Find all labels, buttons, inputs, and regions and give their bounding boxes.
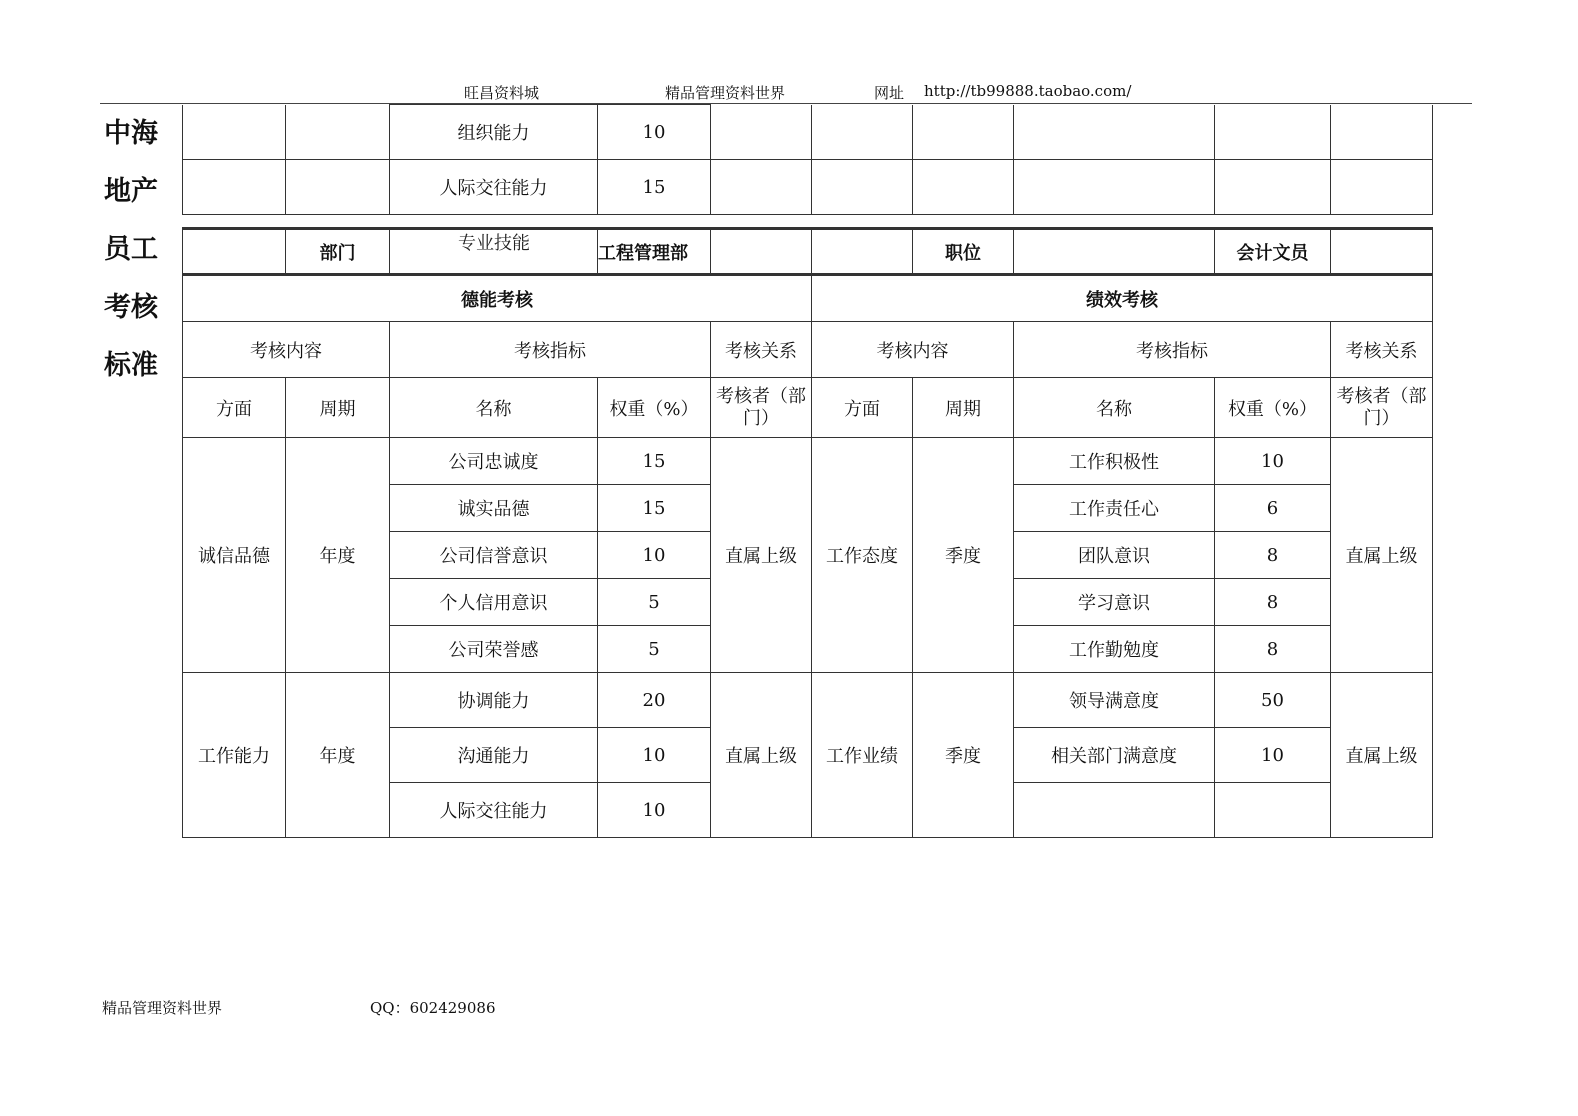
fragment-item-name: 人际交往能力 (390, 160, 598, 215)
col-name: 名称 (1014, 378, 1215, 438)
fragment-empty-cell (1215, 160, 1331, 215)
section-moral: 德能考核 (183, 275, 812, 322)
perf-item-weight: 50 (1215, 673, 1331, 728)
moral-item-name: 个人信用意识 (390, 579, 598, 626)
perf-item-name: 团队意识 (1014, 532, 1215, 579)
fragment-empty-cell (913, 105, 1014, 160)
moral-item-weight: 20 (598, 673, 711, 728)
fragment-empty-cell (286, 105, 390, 160)
position-value: 会计文员 (1215, 229, 1331, 275)
footer-left: 精品管理资料世界 (102, 999, 223, 1017)
col-relation: 考核关系 (1331, 322, 1433, 378)
perf-item-weight: 10 (1215, 438, 1331, 485)
col-indicator: 考核指标 (390, 322, 711, 378)
moral-item-name: 人际交往能力 (390, 783, 598, 838)
perf-item-weight: 8 (1215, 579, 1331, 626)
fragment-empty-cell (1014, 160, 1215, 215)
side-title-line: 地产 (104, 176, 158, 207)
fragment-empty-cell (286, 160, 390, 215)
col-indicator: 考核指标 (1014, 322, 1331, 378)
dept-value: 工程管理部 (598, 229, 711, 275)
dept-label: 部门 (286, 229, 390, 275)
moral-aspect: 工作能力 (183, 673, 286, 838)
fragment-empty-cell (711, 160, 812, 215)
perf-item-name (1014, 783, 1215, 838)
evaluation-table (182, 227, 1433, 838)
fragment-empty-cell (183, 105, 286, 160)
col-period: 周期 (913, 378, 1014, 438)
info-empty-cell (1014, 229, 1215, 275)
moral-period: 年度 (286, 673, 390, 838)
moral-item-weight: 15 (598, 438, 711, 485)
perf-item-weight: 10 (1215, 728, 1331, 783)
side-title-line: 中海 (104, 118, 158, 149)
perf-aspect: 工作业绩 (812, 673, 913, 838)
fragment-overlap-text: 专业技能 (458, 233, 530, 254)
fragment-item-weight: 15 (598, 160, 711, 215)
moral-item-weight: 15 (598, 485, 711, 532)
fragment-item-name: 组织能力 (390, 105, 598, 160)
col-relation: 考核关系 (711, 322, 812, 378)
moral-item-name: 诚实品德 (390, 485, 598, 532)
col-name: 名称 (390, 378, 598, 438)
fragment-empty-cell (812, 160, 913, 215)
moral-item-weight: 10 (598, 728, 711, 783)
fragment-empty-cell (1014, 105, 1215, 160)
fragment-empty-cell (1331, 160, 1433, 215)
side-title-line: 考核 (104, 292, 158, 323)
fragment-empty-cell (1215, 105, 1331, 160)
moral-item-name: 沟通能力 (390, 728, 598, 783)
col-weight: 权重（%） (1215, 378, 1331, 438)
col-content: 考核内容 (812, 322, 1014, 378)
top-fragment-table (182, 104, 1433, 215)
moral-item-weight: 10 (598, 532, 711, 579)
fragment-empty-cell (711, 105, 812, 160)
fragment-empty-cell (1331, 105, 1433, 160)
col-assessor: 考核者（部门） (711, 378, 812, 438)
perf-aspect: 工作态度 (812, 438, 913, 673)
col-content: 考核内容 (183, 322, 390, 378)
side-title (104, 110, 174, 400)
perf-relation: 直属上级 (1331, 673, 1433, 838)
perf-item-name: 工作积极性 (1014, 438, 1215, 485)
info-empty-cell (1331, 229, 1433, 275)
moral-relation: 直属上级 (711, 673, 812, 838)
header-slogan: 精品管理资料世界 (665, 84, 786, 102)
moral-item-weight: 5 (598, 626, 711, 673)
perf-item-name: 领导满意度 (1014, 673, 1215, 728)
perf-item-weight (1215, 783, 1331, 838)
perf-item-weight: 8 (1215, 626, 1331, 673)
side-title-line: 员工 (104, 234, 158, 265)
fragment-item-weight: 10 (598, 105, 711, 160)
section-performance: 绩效考核 (812, 275, 1433, 322)
perf-item-name: 工作勤勉度 (1014, 626, 1215, 673)
moral-relation: 直属上级 (711, 438, 812, 673)
moral-item-name: 公司荣誉感 (390, 626, 598, 673)
info-empty-cell (711, 229, 812, 275)
table-row (183, 673, 1433, 728)
table-row (183, 438, 1433, 485)
moral-aspect: 诚信品德 (183, 438, 286, 673)
perf-item-name: 工作责任心 (1014, 485, 1215, 532)
header-url[interactable]: http://tb99888.taobao.com/ (924, 82, 1132, 100)
col-assessor: 考核者（部门） (1331, 378, 1433, 438)
perf-period: 季度 (913, 438, 1014, 673)
perf-item-weight: 8 (1215, 532, 1331, 579)
moral-period: 年度 (286, 438, 390, 673)
perf-period: 季度 (913, 673, 1014, 838)
col-aspect: 方面 (812, 378, 913, 438)
moral-item-name: 协调能力 (390, 673, 598, 728)
fragment-empty-cell (812, 105, 913, 160)
col-weight: 权重（%） (598, 378, 711, 438)
header-shop: 旺昌资料城 (464, 84, 540, 102)
info-empty-cell (183, 229, 286, 275)
moral-item-weight: 5 (598, 579, 711, 626)
perf-item-weight: 6 (1215, 485, 1331, 532)
col-period: 周期 (286, 378, 390, 438)
moral-item-weight: 10 (598, 783, 711, 838)
side-title-line: 标准 (104, 350, 158, 381)
perf-item-name: 相关部门满意度 (1014, 728, 1215, 783)
moral-item-name: 公司忠诚度 (390, 438, 598, 485)
footer-qq: QQ：602429086 (370, 999, 496, 1017)
col-aspect: 方面 (183, 378, 286, 438)
header-url-label: 网址 (874, 84, 905, 102)
fragment-empty-cell (913, 160, 1014, 215)
perf-item-name: 学习意识 (1014, 579, 1215, 626)
moral-item-name: 公司信誉意识 (390, 532, 598, 579)
info-empty-cell (812, 229, 913, 275)
position-label: 职位 (913, 229, 1014, 275)
fragment-empty-cell (183, 160, 286, 215)
perf-relation: 直属上级 (1331, 438, 1433, 673)
